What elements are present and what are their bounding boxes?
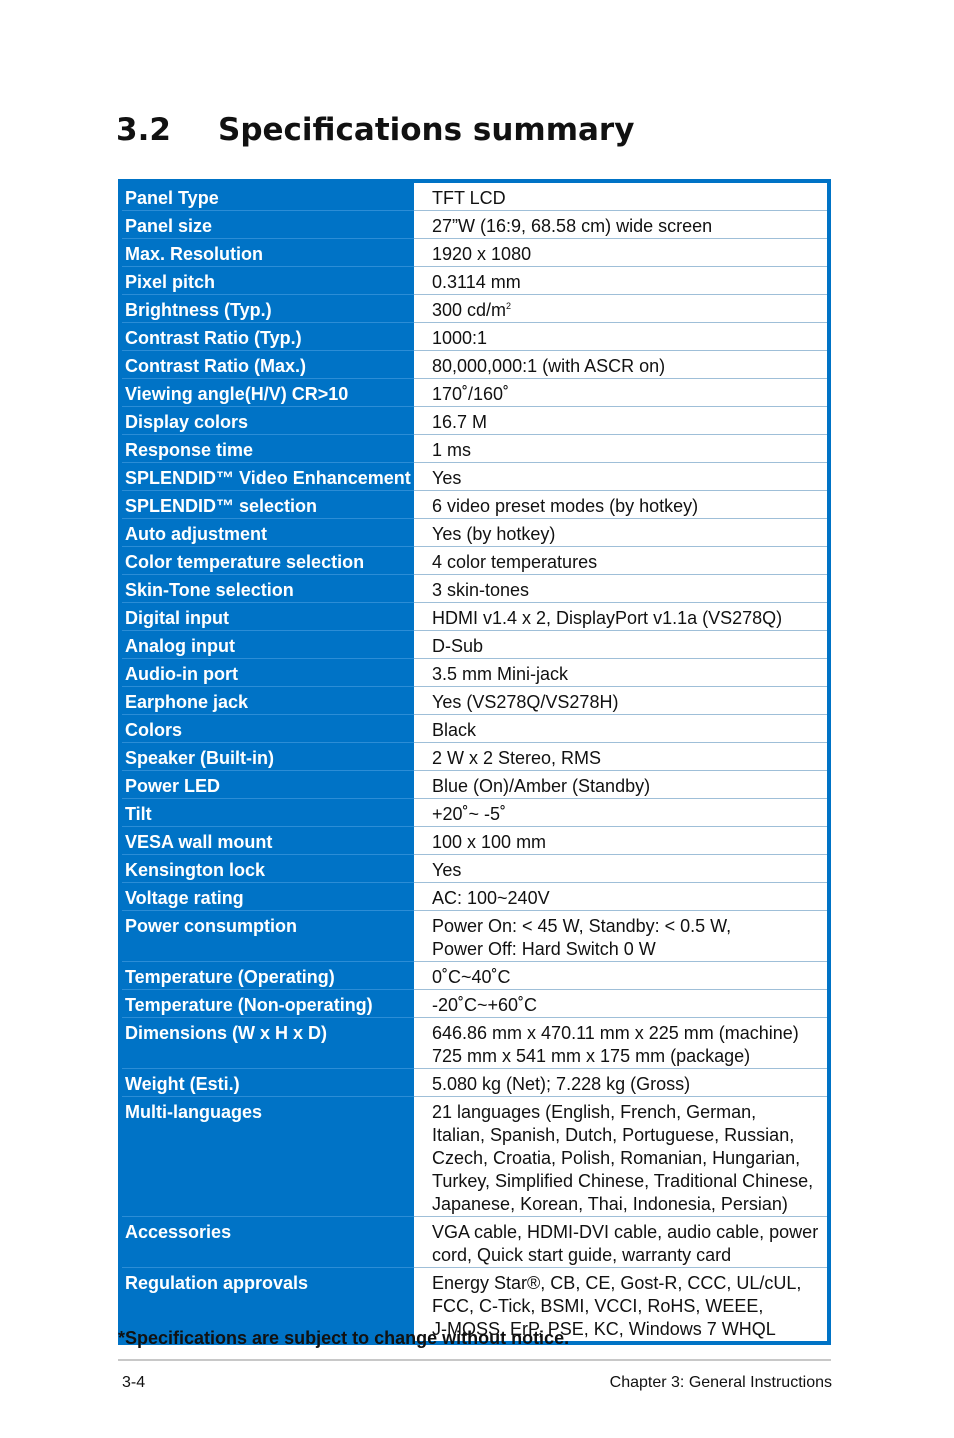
spec-row <box>120 1018 829 1069</box>
spec-value-line: VGA cable, HDMI-DVI cable, audio cable, power <box>432 1222 819 1242</box>
spec-value <box>414 659 829 687</box>
spec-label: Temperature (Non-operating) <box>120 990 414 1018</box>
spec-value-text: 6 video preset modes (by hotkey) <box>432 496 699 516</box>
spec-value-line: 21 languages (English, French, German, <box>432 1102 757 1122</box>
spec-label: Panel Type <box>120 181 414 211</box>
spec-row <box>120 799 829 827</box>
spec-value <box>414 1018 829 1069</box>
spec-value-text: 2 W x 2 Stereo, RMS <box>432 748 602 768</box>
spec-row <box>120 181 829 211</box>
spec-value <box>414 379 829 407</box>
spec-value-text: AC: 100~240V <box>432 888 550 908</box>
spec-label: Contrast Ratio (Max.) <box>120 351 414 379</box>
spec-row <box>120 603 829 631</box>
spec-row <box>120 1217 829 1268</box>
spec-label: Power consumption <box>120 911 414 962</box>
spec-value-text: 170˚/160˚ <box>432 384 510 404</box>
spec-value <box>414 323 829 351</box>
spec-value <box>414 771 829 799</box>
spec-label: Colors <box>120 715 414 743</box>
spec-label: Response time <box>120 435 414 463</box>
spec-value-text: 100 x 100 mm <box>432 832 547 852</box>
spec-label: Color temperature selection <box>120 547 414 575</box>
spec-row <box>120 990 829 1018</box>
spec-row <box>120 1069 829 1097</box>
spec-row <box>120 575 829 603</box>
spec-value <box>414 519 829 547</box>
spec-row <box>120 491 829 519</box>
spec-value-text: 80,000,000:1 (with ASCR on) <box>432 356 666 376</box>
spec-value <box>414 267 829 295</box>
spec-value <box>414 827 829 855</box>
spec-value <box>414 1217 829 1268</box>
spec-value <box>414 990 829 1018</box>
section-title: Specifications summary <box>218 112 635 148</box>
page-number: 3-4 <box>122 1374 146 1391</box>
spec-value-text: TFT LCD <box>432 188 506 208</box>
spec-row <box>120 211 829 239</box>
spec-value-text: 0.3114 mm <box>432 272 521 292</box>
spec-label: Regulation approvals <box>125 1273 309 1293</box>
spec-value <box>414 911 829 962</box>
spec-value-line: 725 mm x 541 mm x 175 mm (package) <box>432 1046 751 1066</box>
disclaimer-note: *Specifications are subject to change without notice. <box>118 1328 570 1348</box>
spec-value <box>414 211 829 239</box>
spec-label: Pixel pitch <box>120 267 414 295</box>
spec-label: Earphone jack <box>120 687 414 715</box>
spec-value <box>414 351 829 379</box>
spec-label: Brightness (Typ.) <box>120 295 414 323</box>
spec-label: Speaker (Built-in) <box>120 743 414 771</box>
spec-row <box>120 687 829 715</box>
spec-row <box>120 911 829 962</box>
spec-row <box>120 407 829 435</box>
spec-row <box>120 855 829 883</box>
spec-row <box>120 295 829 323</box>
spec-value-text: 1000:1 <box>432 328 488 348</box>
spec-value-line: cord, Quick start guide, warranty card <box>432 1245 732 1265</box>
spec-value-text: HDMI v1.4 x 2, DisplayPort v1.1a (VS278Q) <box>432 608 783 628</box>
spec-row <box>120 659 829 687</box>
spec-value-line: J-MOSS, ErP, PSE, KC, Windows 7 WHQL <box>432 1319 776 1339</box>
spec-value <box>414 883 829 911</box>
spec-value <box>414 1069 829 1097</box>
spec-value-line: Energy Star®, CB, CE, Gost-R, CCC, UL/cUL, <box>432 1273 802 1293</box>
spec-value-text: +20˚~ -5˚ <box>432 804 507 824</box>
spec-label: Kensington lock <box>120 855 414 883</box>
spec-value <box>414 547 829 575</box>
spec-label: Multi-languages <box>120 1097 414 1217</box>
spec-value-text: 4 color temperatures <box>432 552 598 572</box>
spec-row <box>120 715 829 743</box>
spec-value-text: Yes <box>432 860 462 880</box>
spec-value <box>414 463 829 491</box>
spec-label: Display colors <box>120 407 414 435</box>
spec-row <box>120 519 829 547</box>
spec-value-text: 1920 x 1080 <box>432 244 532 264</box>
spec-value-text: 3 skin-tones <box>432 580 530 600</box>
spec-value <box>414 687 829 715</box>
spec-label: Panel size <box>120 211 414 239</box>
spec-value <box>414 1097 829 1217</box>
spec-label: Digital input <box>120 603 414 631</box>
spec-label: VESA wall mount <box>120 827 414 855</box>
chapter-title: Chapter 3: General Instructions <box>609 1374 832 1391</box>
spec-value <box>414 603 829 631</box>
spec-row <box>120 547 829 575</box>
section-heading <box>116 112 634 148</box>
spec-row <box>120 743 829 771</box>
spec-label: Weight (Esti.) <box>120 1069 414 1097</box>
spec-value <box>414 575 829 603</box>
spec-value-text: 300 cd/m <box>432 300 507 320</box>
spec-value-line: Turkey, Simplified Chinese, Traditional Chinese, <box>432 1171 814 1191</box>
spec-label: Audio-in port <box>120 659 414 687</box>
spec-value-text: Yes (VS278Q/VS278H) <box>432 692 619 712</box>
spec-label: Temperature (Operating) <box>120 962 414 990</box>
spec-value-text: 16.7 M <box>432 412 488 432</box>
spec-value <box>414 715 829 743</box>
spec-row <box>120 351 829 379</box>
spec-value-text: 1 ms <box>432 440 472 460</box>
spec-label: Accessories <box>120 1217 414 1268</box>
spec-value-line: FCC, C-Tick, BSMI, VCCI, RoHS, WEEE, <box>432 1296 764 1316</box>
spec-value <box>414 799 829 827</box>
spec-value-text: D-Sub <box>432 636 484 656</box>
spec-value <box>414 239 829 267</box>
spec-row <box>120 631 829 659</box>
spec-label: Voltage rating <box>120 883 414 911</box>
spec-label: Power LED <box>120 771 414 799</box>
spec-value-text: 3.5 mm Mini-jack <box>432 664 569 684</box>
spec-row <box>120 883 829 911</box>
spec-value-line: Czech, Croatia, Polish, Romanian, Hungarian, <box>432 1148 801 1168</box>
spec-value-text: 0˚C~40˚C <box>432 967 511 987</box>
spec-row <box>120 323 829 351</box>
spec-label: Contrast Ratio (Typ.) <box>120 323 414 351</box>
spec-value-line: Japanese, Korean, Thai, Indonesia, Persian) <box>432 1194 788 1214</box>
spec-value <box>414 743 829 771</box>
spec-row <box>120 463 829 491</box>
spec-value-text: 27”W (16:9, 68.58 cm) wide screen <box>432 216 713 236</box>
spec-value <box>414 295 829 323</box>
spec-value-line: Italian, Spanish, Dutch, Portuguese, Russian, <box>432 1125 795 1145</box>
spec-row <box>120 267 829 295</box>
spec-value-text: Yes (by hotkey) <box>432 524 556 544</box>
spec-row <box>120 962 829 990</box>
spec-label: SPLENDID™ Video Enhancement <box>120 463 414 491</box>
spec-label: Skin-Tone selection <box>120 575 414 603</box>
spec-value <box>414 631 829 659</box>
spec-value-line: 646.86 mm x 470.11 mm x 225 mm (machine) <box>432 1023 799 1043</box>
spec-value <box>414 962 829 990</box>
spec-row <box>120 435 829 463</box>
spec-value-text: Black <box>432 720 477 740</box>
spec-value-line: Power On: < 45 W, Standby: < 0.5 W, <box>432 916 732 936</box>
spec-label: Dimensions (W x H x D) <box>120 1018 414 1069</box>
spec-label: Tilt <box>120 799 414 827</box>
section-number: 3.2 <box>116 112 171 148</box>
spec-value <box>414 435 829 463</box>
spec-row <box>120 239 829 267</box>
footer-divider <box>118 1359 831 1361</box>
specifications-table <box>118 179 831 1345</box>
spec-value <box>414 491 829 519</box>
spec-value-text: 5.080 kg (Net); 7.228 kg (Gross) <box>432 1074 691 1094</box>
spec-row <box>120 379 829 407</box>
spec-value <box>414 855 829 883</box>
spec-label: Viewing angle(H/V) CR>10 <box>120 379 414 407</box>
spec-row <box>120 827 829 855</box>
spec-label: Analog input <box>120 631 414 659</box>
spec-label: SPLENDID™ selection <box>120 491 414 519</box>
spec-value <box>414 407 829 435</box>
spec-value-line: Power Off: Hard Switch 0 W <box>432 939 656 959</box>
spec-value-text: Blue (On)/Amber (Standby) <box>432 776 651 796</box>
spec-label: Auto adjustment <box>120 519 414 547</box>
spec-value-superscript: 2 <box>506 301 512 311</box>
spec-row <box>120 771 829 799</box>
spec-value-text: Yes <box>432 468 462 488</box>
spec-value-text: -20˚C~+60˚C <box>432 995 538 1015</box>
spec-value <box>414 181 829 211</box>
spec-row <box>120 1097 829 1217</box>
spec-label: Max. Resolution <box>120 239 414 267</box>
